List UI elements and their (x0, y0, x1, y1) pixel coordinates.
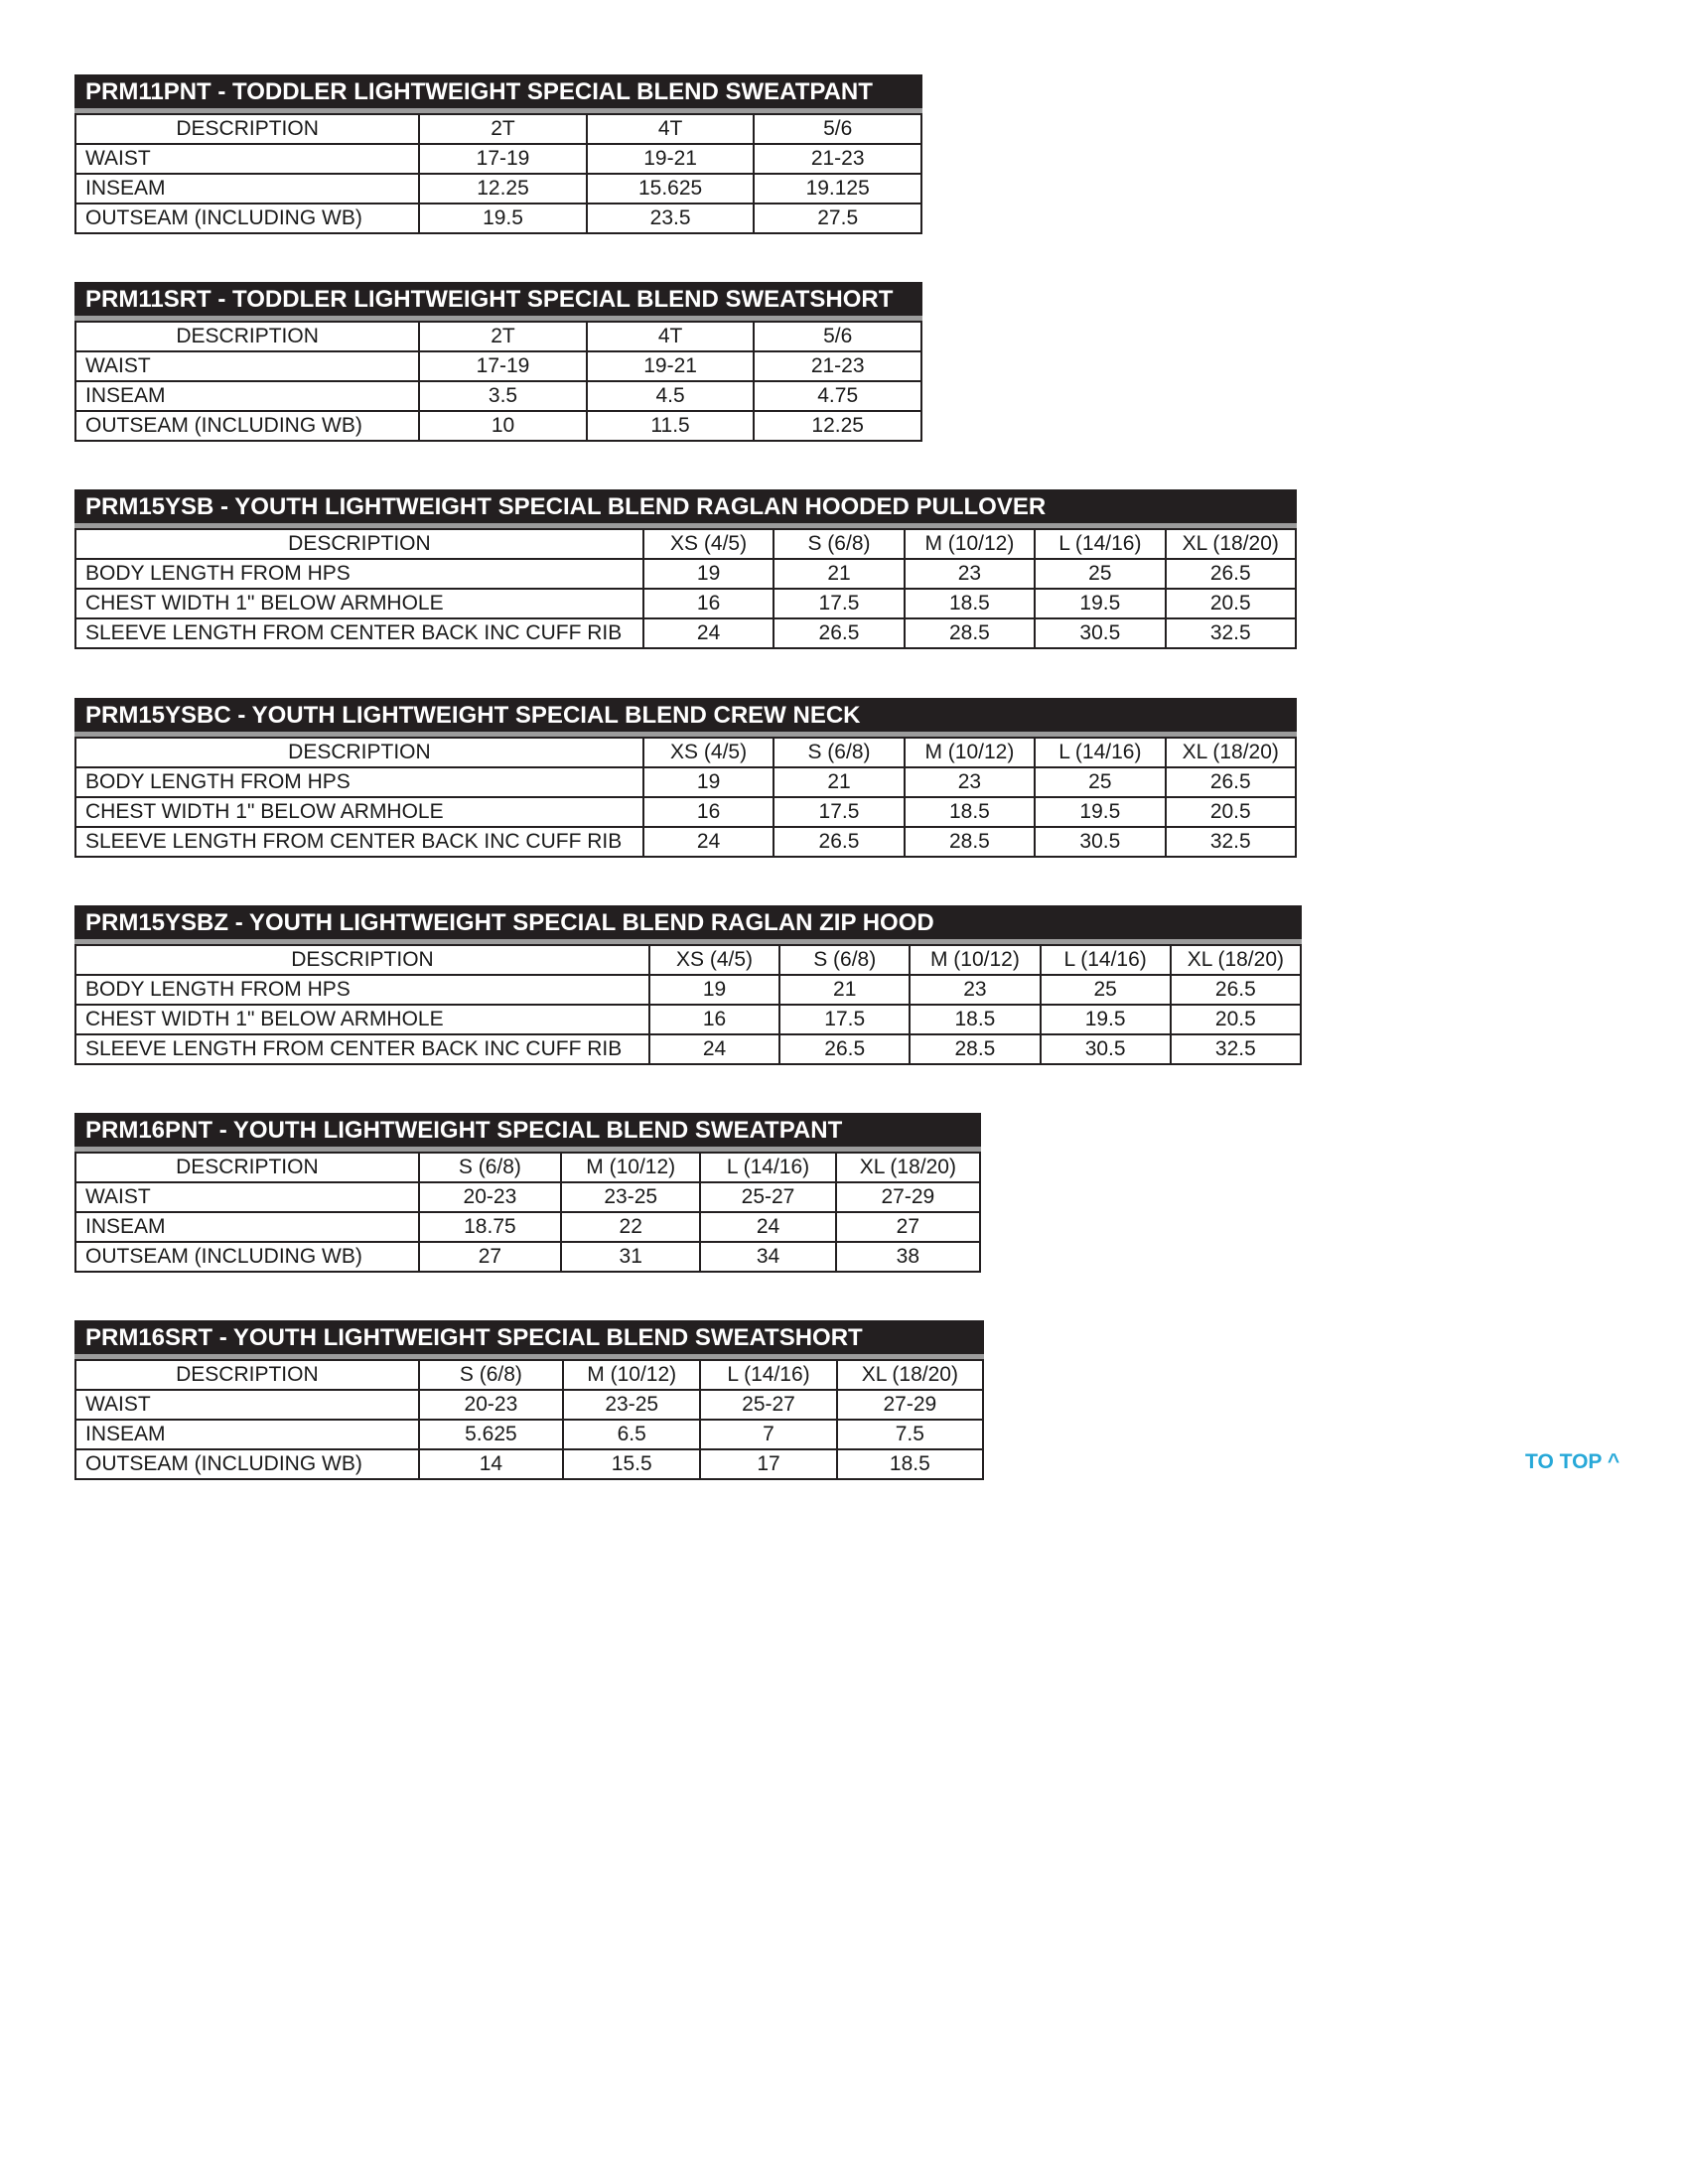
to-top-link[interactable]: TO TOP ^ (1525, 1450, 1620, 1473)
measurement-value: 12.25 (419, 174, 587, 204)
measurement-label: SLEEVE LENGTH FROM CENTER BACK INC CUFF RIB (75, 1034, 649, 1064)
table-row (75, 1005, 1301, 1034)
measurement-value: 32.5 (1166, 618, 1296, 648)
size-chart (74, 1113, 981, 1273)
measurement-value: 26.5 (1171, 975, 1301, 1005)
measurement-value: 27-29 (836, 1182, 980, 1212)
measurement-value: 24 (643, 618, 774, 648)
measurement-value: 17-19 (419, 144, 587, 174)
header-size: L (14/16) (700, 1360, 836, 1390)
measurement-value: 20.5 (1166, 589, 1296, 618)
size-table (74, 113, 922, 234)
header-size: 2T (419, 322, 587, 351)
measurement-value: 23 (910, 975, 1040, 1005)
header-size: M (10/12) (561, 1153, 700, 1182)
measurement-label: SLEEVE LENGTH FROM CENTER BACK INC CUFF RIB (75, 827, 643, 857)
table-header-row (75, 322, 921, 351)
measurement-label: BODY LENGTH FROM HPS (75, 559, 643, 589)
table-row (75, 1034, 1301, 1064)
measurement-label: OUTSEAM (INCLUDING WB) (75, 1449, 419, 1479)
table-row (75, 767, 1296, 797)
measurement-value: 18.5 (905, 589, 1035, 618)
measurement-label: OUTSEAM (INCLUDING WB) (75, 1242, 419, 1272)
measurement-value: 19.5 (1041, 1005, 1171, 1034)
header-description: DESCRIPTION (75, 1360, 419, 1390)
measurement-value: 15.625 (587, 174, 755, 204)
measurement-value: 21 (779, 975, 910, 1005)
measurement-label: WAIST (75, 1182, 419, 1212)
measurement-value: 23.5 (587, 204, 755, 233)
table-row (75, 559, 1296, 589)
chart-title: PRM15YSBZ - YOUTH LIGHTWEIGHT SPECIAL BLEND RAGLAN ZIP HOOD (74, 905, 1302, 944)
size-chart (74, 905, 1302, 1065)
header-description: DESCRIPTION (75, 945, 649, 975)
measurement-value: 25 (1035, 767, 1165, 797)
table-row (75, 381, 921, 411)
size-chart (74, 74, 922, 234)
measurement-value: 15.5 (563, 1449, 700, 1479)
measurement-value: 19.5 (1035, 589, 1165, 618)
measurement-value: 21 (774, 767, 904, 797)
table-row (75, 174, 921, 204)
size-table (74, 737, 1297, 858)
measurement-value: 18.5 (910, 1005, 1040, 1034)
header-size: XL (18/20) (1171, 945, 1301, 975)
header-size: XS (4/5) (643, 529, 774, 559)
measurement-value: 18.5 (837, 1449, 983, 1479)
measurement-value: 23-25 (563, 1390, 700, 1420)
measurement-value: 4.5 (587, 381, 755, 411)
header-description: DESCRIPTION (75, 738, 643, 767)
table-row (75, 144, 921, 174)
measurement-value: 25-27 (700, 1390, 836, 1420)
measurement-value: 6.5 (563, 1420, 700, 1449)
measurement-label: INSEAM (75, 1420, 419, 1449)
header-size: L (14/16) (1035, 529, 1165, 559)
table-row (75, 351, 921, 381)
header-size: XS (4/5) (643, 738, 774, 767)
measurement-value: 26.5 (779, 1034, 910, 1064)
measurement-value: 27 (419, 1242, 561, 1272)
measurement-value: 19 (649, 975, 779, 1005)
measurement-value: 20-23 (419, 1390, 563, 1420)
header-size: 2T (419, 114, 587, 144)
measurement-value: 10 (419, 411, 587, 441)
measurement-value: 32.5 (1171, 1034, 1301, 1064)
table-row (75, 975, 1301, 1005)
size-table (74, 1359, 984, 1480)
measurement-value: 24 (643, 827, 774, 857)
header-size: S (6/8) (774, 738, 904, 767)
table-header-row (75, 114, 921, 144)
table-row (75, 1182, 980, 1212)
header-size: M (10/12) (905, 529, 1035, 559)
measurement-value: 28.5 (910, 1034, 1040, 1064)
table-row (75, 411, 921, 441)
chart-title: PRM15YSB - YOUTH LIGHTWEIGHT SPECIAL BLEND RAGLAN HOODED PULLOVER (74, 489, 1297, 528)
measurement-value: 11.5 (587, 411, 755, 441)
header-size: XS (4/5) (649, 945, 779, 975)
size-table (74, 944, 1302, 1065)
measurement-value: 16 (649, 1005, 779, 1034)
header-size: S (6/8) (419, 1360, 563, 1390)
measurement-value: 17.5 (774, 589, 904, 618)
table-header-row (75, 1360, 983, 1390)
measurement-value: 19.125 (754, 174, 921, 204)
header-description: DESCRIPTION (75, 529, 643, 559)
measurement-label: CHEST WIDTH 1" BELOW ARMHOLE (75, 1005, 649, 1034)
measurement-value: 21 (774, 559, 904, 589)
header-size: XL (18/20) (836, 1153, 980, 1182)
table-row (75, 797, 1296, 827)
measurement-label: INSEAM (75, 381, 419, 411)
measurement-label: INSEAM (75, 1212, 419, 1242)
measurement-label: BODY LENGTH FROM HPS (75, 975, 649, 1005)
measurement-label: CHEST WIDTH 1" BELOW ARMHOLE (75, 797, 643, 827)
chart-title: PRM11SRT - TODDLER LIGHTWEIGHT SPECIAL BLEND SWEATSHORT (74, 282, 922, 321)
size-chart (74, 1320, 984, 1480)
measurement-label: OUTSEAM (INCLUDING WB) (75, 411, 419, 441)
header-size: 4T (587, 114, 755, 144)
measurement-value: 31 (561, 1242, 700, 1272)
measurement-value: 20.5 (1171, 1005, 1301, 1034)
measurement-value: 22 (561, 1212, 700, 1242)
measurement-value: 18.75 (419, 1212, 561, 1242)
header-size: M (10/12) (905, 738, 1035, 767)
measurement-value: 17.5 (779, 1005, 910, 1034)
measurement-value: 34 (700, 1242, 835, 1272)
size-chart (74, 698, 1297, 858)
header-description: DESCRIPTION (75, 322, 419, 351)
measurement-value: 20-23 (419, 1182, 561, 1212)
measurement-value: 19-21 (587, 351, 755, 381)
table-row (75, 1212, 980, 1242)
header-size: L (14/16) (1041, 945, 1171, 975)
measurement-value: 24 (700, 1212, 835, 1242)
measurement-value: 7 (700, 1420, 836, 1449)
measurement-value: 24 (649, 1034, 779, 1064)
measurement-value: 30.5 (1035, 827, 1165, 857)
measurement-value: 20.5 (1166, 797, 1296, 827)
measurement-value: 12.25 (754, 411, 921, 441)
header-size: 4T (587, 322, 755, 351)
measurement-value: 16 (643, 797, 774, 827)
measurement-value: 25-27 (700, 1182, 835, 1212)
chart-title: PRM11PNT - TODDLER LIGHTWEIGHT SPECIAL BLEND SWEATPANT (74, 74, 922, 113)
header-size: S (6/8) (419, 1153, 561, 1182)
measurement-label: WAIST (75, 351, 419, 381)
measurement-value: 19.5 (419, 204, 587, 233)
measurement-value: 23 (905, 559, 1035, 589)
measurement-value: 32.5 (1166, 827, 1296, 857)
measurement-value: 26.5 (1166, 559, 1296, 589)
measurement-value: 23-25 (561, 1182, 700, 1212)
measurement-value: 28.5 (905, 827, 1035, 857)
table-header-row (75, 1153, 980, 1182)
header-size: S (6/8) (779, 945, 910, 975)
measurement-value: 19 (643, 767, 774, 797)
measurement-value: 27.5 (754, 204, 921, 233)
size-table (74, 528, 1297, 649)
measurement-label: OUTSEAM (INCLUDING WB) (75, 204, 419, 233)
size-table (74, 1152, 981, 1273)
chart-title: PRM16SRT - YOUTH LIGHTWEIGHT SPECIAL BLEND SWEATSHORT (74, 1320, 984, 1359)
header-size: XL (18/20) (1166, 529, 1296, 559)
measurement-value: 14 (419, 1449, 563, 1479)
header-description: DESCRIPTION (75, 1153, 419, 1182)
measurement-value: 18.5 (905, 797, 1035, 827)
measurement-value: 21-23 (754, 351, 921, 381)
table-row (75, 1390, 983, 1420)
measurement-value: 17 (700, 1449, 836, 1479)
measurement-value: 38 (836, 1242, 980, 1272)
measurement-value: 28.5 (905, 618, 1035, 648)
measurement-value: 5.625 (419, 1420, 563, 1449)
header-size: S (6/8) (774, 529, 904, 559)
measurement-value: 19-21 (587, 144, 755, 174)
measurement-value: 26.5 (774, 618, 904, 648)
measurement-value: 27 (836, 1212, 980, 1242)
measurement-label: BODY LENGTH FROM HPS (75, 767, 643, 797)
measurement-value: 23 (905, 767, 1035, 797)
measurement-value: 17-19 (419, 351, 587, 381)
table-row (75, 1449, 983, 1479)
header-size: 5/6 (754, 322, 921, 351)
size-chart (74, 489, 1297, 649)
measurement-value: 30.5 (1035, 618, 1165, 648)
measurement-value: 16 (643, 589, 774, 618)
table-row (75, 1420, 983, 1449)
measurement-label: CHEST WIDTH 1" BELOW ARMHOLE (75, 589, 643, 618)
measurement-value: 26.5 (1166, 767, 1296, 797)
measurement-value: 17.5 (774, 797, 904, 827)
header-size: M (10/12) (563, 1360, 700, 1390)
chart-title: PRM16PNT - YOUTH LIGHTWEIGHT SPECIAL BLEND SWEATPANT (74, 1113, 981, 1152)
header-description: DESCRIPTION (75, 114, 419, 144)
table-header-row (75, 945, 1301, 975)
measurement-value: 25 (1041, 975, 1171, 1005)
measurement-value: 21-23 (754, 144, 921, 174)
table-row (75, 827, 1296, 857)
table-row (75, 618, 1296, 648)
measurement-value: 7.5 (837, 1420, 983, 1449)
measurement-value: 19.5 (1035, 797, 1165, 827)
header-size: 5/6 (754, 114, 921, 144)
header-size: M (10/12) (910, 945, 1040, 975)
header-size: XL (18/20) (837, 1360, 983, 1390)
measurement-label: INSEAM (75, 174, 419, 204)
header-size: L (14/16) (1035, 738, 1165, 767)
measurement-value: 30.5 (1041, 1034, 1171, 1064)
measurement-value: 19 (643, 559, 774, 589)
table-header-row (75, 738, 1296, 767)
measurement-value: 25 (1035, 559, 1165, 589)
chart-title: PRM15YSBC - YOUTH LIGHTWEIGHT SPECIAL BLEND CREW NECK (74, 698, 1297, 737)
measurement-value: 27-29 (837, 1390, 983, 1420)
measurement-label: WAIST (75, 144, 419, 174)
size-table (74, 321, 922, 442)
measurement-label: WAIST (75, 1390, 419, 1420)
table-row (75, 589, 1296, 618)
size-chart (74, 282, 922, 442)
table-header-row (75, 529, 1296, 559)
header-size: XL (18/20) (1166, 738, 1296, 767)
measurement-value: 4.75 (754, 381, 921, 411)
measurement-value: 26.5 (774, 827, 904, 857)
measurement-value: 3.5 (419, 381, 587, 411)
table-row (75, 204, 921, 233)
measurement-label: SLEEVE LENGTH FROM CENTER BACK INC CUFF RIB (75, 618, 643, 648)
header-size: L (14/16) (700, 1153, 835, 1182)
table-row (75, 1242, 980, 1272)
